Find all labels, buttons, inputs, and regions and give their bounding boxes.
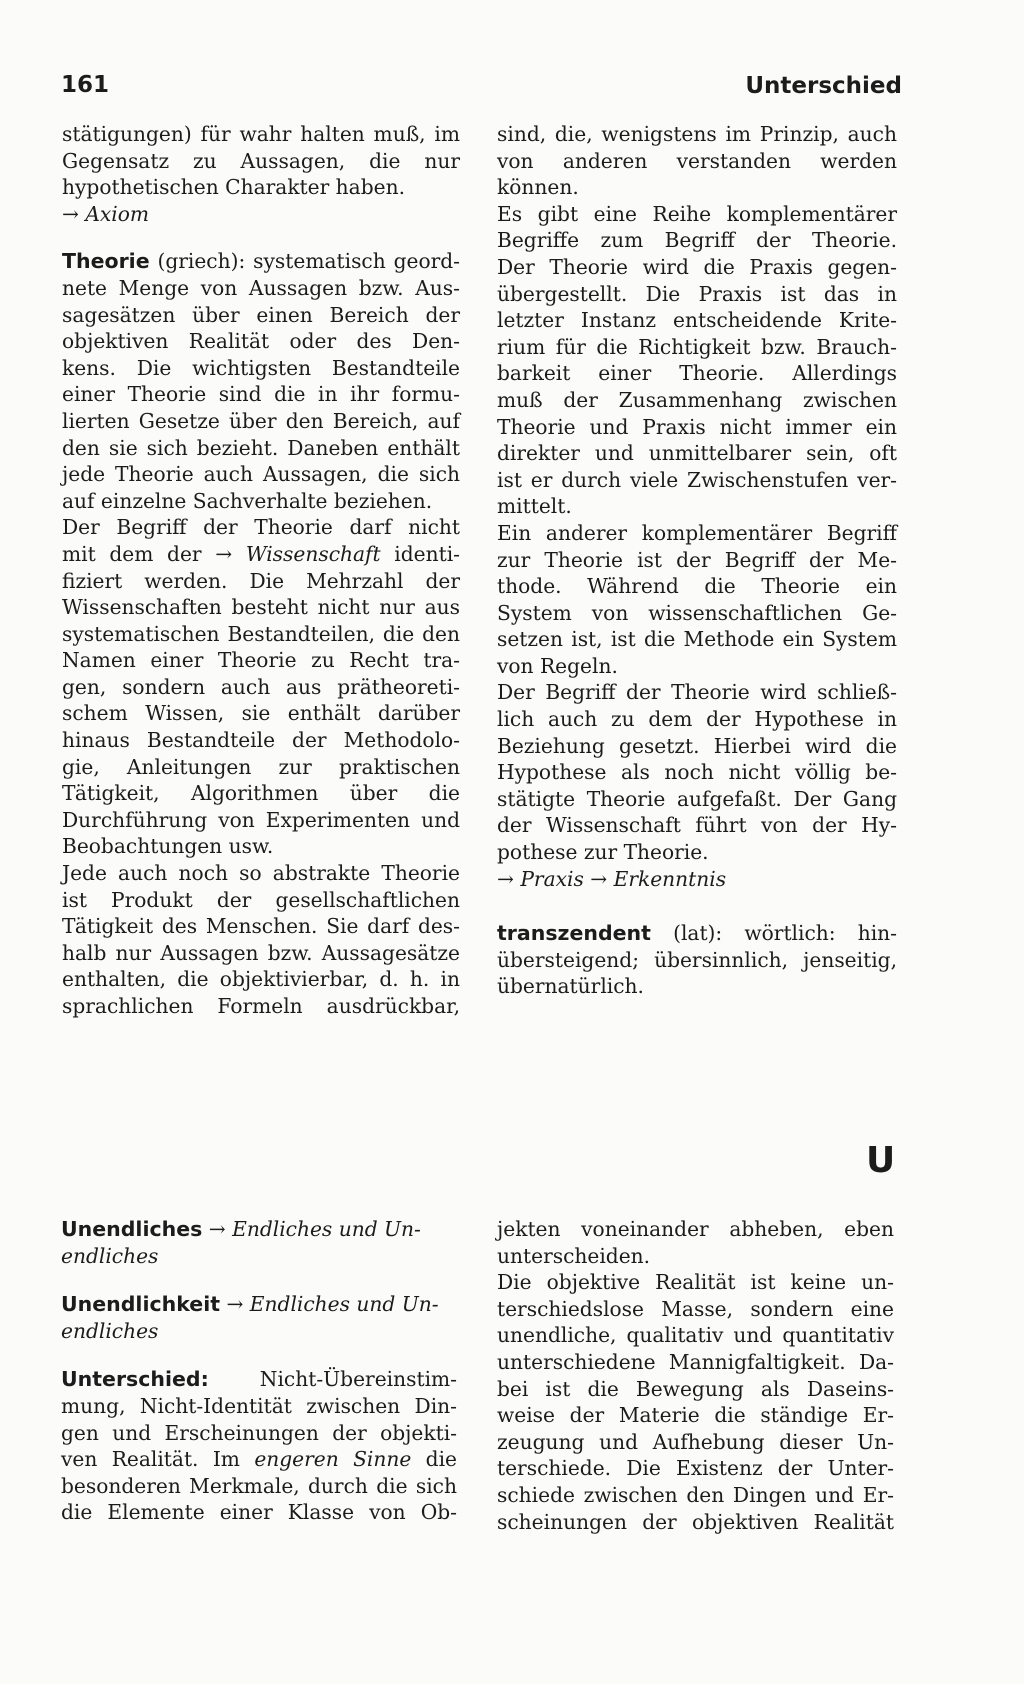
text-line: besonderen Merkmale, durch die sich [61,1473,457,1498]
top-right-column [497,121,897,1000]
text-line: von Regeln. [497,653,618,678]
text-line: können. [497,175,579,200]
text-line: schem Wissen, sie enthält darüber [62,701,460,726]
running-head: Unterschied [745,73,902,99]
text-line: sagesätzen über einen Bereich der [62,302,460,327]
text-line: direkter und unmittelbarer sein, oft [497,441,897,466]
xref-target: Axiom [85,201,150,226]
text-line: der Wissenschaft führt von der Hy- [497,813,897,838]
entry-theorie [62,248,460,1019]
text-line: sprachlichen Formeln ausdrückbar, [62,994,460,1018]
text-line: unterschiedene Mannigfaltigkeit. Da- [497,1349,894,1374]
text-line: von anderen verstanden werden [497,148,897,173]
page-number: 161 [61,72,110,98]
headword-unendliches: Unendliches [61,1217,203,1241]
text-line: unendliche, qualitativ und quantitativ [497,1323,894,1348]
text-line: Der Begriff der Theorie wird schließ- [497,680,897,705]
text-line: kens. Die wichtigsten Bestandteile [62,355,460,380]
text-line: scheinungen der objektiven Realität [497,1509,894,1534]
text-line: zur Theorie ist der Begriff der Me- [497,547,897,572]
text-line: unterscheiden. [497,1243,651,1268]
text-line: letzter Instanz entscheidende Krite- [497,308,897,333]
text-line: sind, die, wenigstens im Prinzip, auch [497,122,897,146]
emphasis: engeren Sinne [254,1447,412,1472]
text-line: gen, sondern auch aus prätheoreti- [62,674,460,699]
bottom-left-column [61,1216,457,1526]
text-line: jekten voneinander abheben, eben [497,1217,894,1241]
headword-transzendent: transzendent [497,921,651,946]
text-line: Namen einer Theorie zu Recht tra- [62,648,460,673]
text-line: terschiedslose Masse, sondern eine [497,1296,894,1321]
text-line: hypothetischen Charakter haben. [62,175,406,200]
text-fragment: Nicht-Übereinstim- [259,1367,457,1392]
text-line: auf einzelne Sachverhalte beziehen. [62,488,433,513]
text-line: System von wissenschaftlichen Ge- [497,600,897,625]
top-left-column [62,121,460,1020]
xref-axiom [62,201,460,228]
xref-line [497,866,897,893]
xref-erkenntnis: Erkenntnis [613,866,727,891]
text-line: übergestellt. Die Praxis ist das in [497,281,897,306]
text-line: (lat): wörtlich: hin- [650,921,897,946]
text-line: übernatürlich. [497,974,644,999]
text-line: Gegensatz zu Aussagen, die nur [62,148,460,173]
text-line: Tätigkeit, Algorithmen über die [62,781,460,806]
text-line: Jede auch noch so abstrakte Theorie [62,861,460,886]
arrow-icon: → [497,866,514,891]
xref-praxis: Praxis [520,866,584,891]
text-fragment: ven Realität. Im [61,1447,255,1472]
arrow-icon: → [590,866,608,891]
text-line: (griech): systematisch geord- [149,249,460,274]
text-line: pothese zur Theorie. [497,840,709,865]
section-letter: U [866,1140,896,1181]
text-line: stätigte Theorie aufgefaßt. Der Gang [497,786,897,811]
text-line: rium für die Richtigkeit bzw. Brauch- [497,334,897,359]
xref-target-cont: endliches [61,1243,159,1268]
headword-theorie: Theorie [62,249,150,274]
arrow-icon: → [62,201,79,226]
text-fragment: mit dem der [62,541,216,566]
text-line: den sie sich bezieht. Daneben enthält [62,435,460,460]
entry-transzendent [497,920,897,1000]
arrow-icon: → [226,1292,244,1317]
text-line: barkeit einer Theorie. Allerdings [497,361,897,386]
headword-unterschied: Unterschied: [61,1367,209,1392]
text-line: systematischen Bestandteilen, die den [62,621,460,646]
text-line: fiziert werden. Die Mehrzahl der [62,568,460,593]
text-line: thode. Während die Theorie ein [497,574,897,599]
text-fragment: die [411,1447,458,1472]
text-line: lierten Gesetze über den Bereich, auf [62,408,460,433]
text-line: nete Menge von Aussagen bzw. Aus- [62,275,460,300]
text-line: jede Theorie auch Aussagen, die sich [62,462,460,487]
headword-unendlichkeit: Unendlichkeit [61,1292,221,1317]
text-line: Begriffe zum Begriff der Theorie. [497,228,897,253]
text-line: muß der Zusammenhang zwischen [497,387,897,412]
arrow-icon: → [215,541,233,566]
text-line: Beobachtungen usw. [62,834,274,859]
xref-target-cont: endliches [61,1318,159,1343]
text-fragment: identi- [380,541,461,566]
text-line: ist er durch viele Zwischenstufen ver- [497,467,897,492]
text-line: halb nur Aussagen bzw. Aussagesätze [62,940,460,965]
text-line: bei ist die Bewegung als Daseins- [497,1376,894,1401]
bottom-right-column [497,1216,894,1535]
text-line: Beziehung gesetzt. Hierbei wird die [497,733,897,758]
entry-unendliches [61,1216,457,1243]
text-line: lich auch zu dem der Hypothese in [497,707,897,732]
text-line: enthalten, die objektivierbar, d. h. in [62,967,460,992]
text-line: terschiede. Die Existenz der Unter- [497,1456,894,1481]
entry-unendlichkeit [61,1291,457,1344]
text-line: übersteigend; übersinnlich, jenseitig, [497,947,897,972]
text-line: mung, Nicht-Identität zwischen Din- [61,1393,457,1418]
text-line: hinaus Bestandteile der Methodolo- [62,728,460,753]
text-line: gie, Anleitungen zur praktischen [62,754,460,779]
entry-unterschied [61,1366,457,1526]
text-line: objektiven Realität oder des Den- [62,329,460,354]
xref-target: Endliches und Un- [232,1217,421,1241]
text-line: mittelt. [497,494,572,519]
text-line: Tätigkeit des Menschen. Sie darf des- [62,914,460,939]
text-line: gen und Erscheinungen der objekti- [61,1420,457,1445]
arrow-icon: → [208,1217,226,1241]
text-line: Ein anderer komplementärer Begriff [497,520,897,545]
text-line: Es gibt eine Reihe komplementärer [497,201,897,226]
text-line: stätigungen) für wahr halten muß, im [62,122,460,146]
text-line: Wissenschaften besteht nicht nur aus [62,595,460,620]
text-line: Der Begriff der Theorie darf nicht [62,515,460,540]
text-line: setzen ist, ist die Methode ein System [497,627,897,652]
text-line: Der Theorie wird die Praxis gegen- [497,254,897,279]
text-line: einer Theorie sind die in ihr formu- [62,382,460,407]
text-line: Theorie und Praxis nicht immer ein [497,414,897,439]
text-line: zeugung und Aufhebung dieser Un- [497,1429,894,1454]
xref-target: Wissenschaft [245,541,381,566]
text-line: weise der Materie die ständige Er- [497,1403,894,1428]
text-line-emph [61,1446,457,1473]
text-line: Durchführung von Experimenten und [62,807,460,832]
text-line: Hypothese als noch nicht völlig be- [497,760,897,785]
text-line: schiede zwischen den Dingen und Er- [497,1482,894,1507]
text-line: Die objektive Realität ist keine un- [497,1270,894,1295]
text-line-xref [62,541,460,568]
text-line: ist Produkt der gesellschaftlichen [62,887,460,912]
text-line: die Elemente einer Klasse von Ob- [61,1500,457,1525]
xref-target: Endliches und Un- [249,1292,439,1317]
